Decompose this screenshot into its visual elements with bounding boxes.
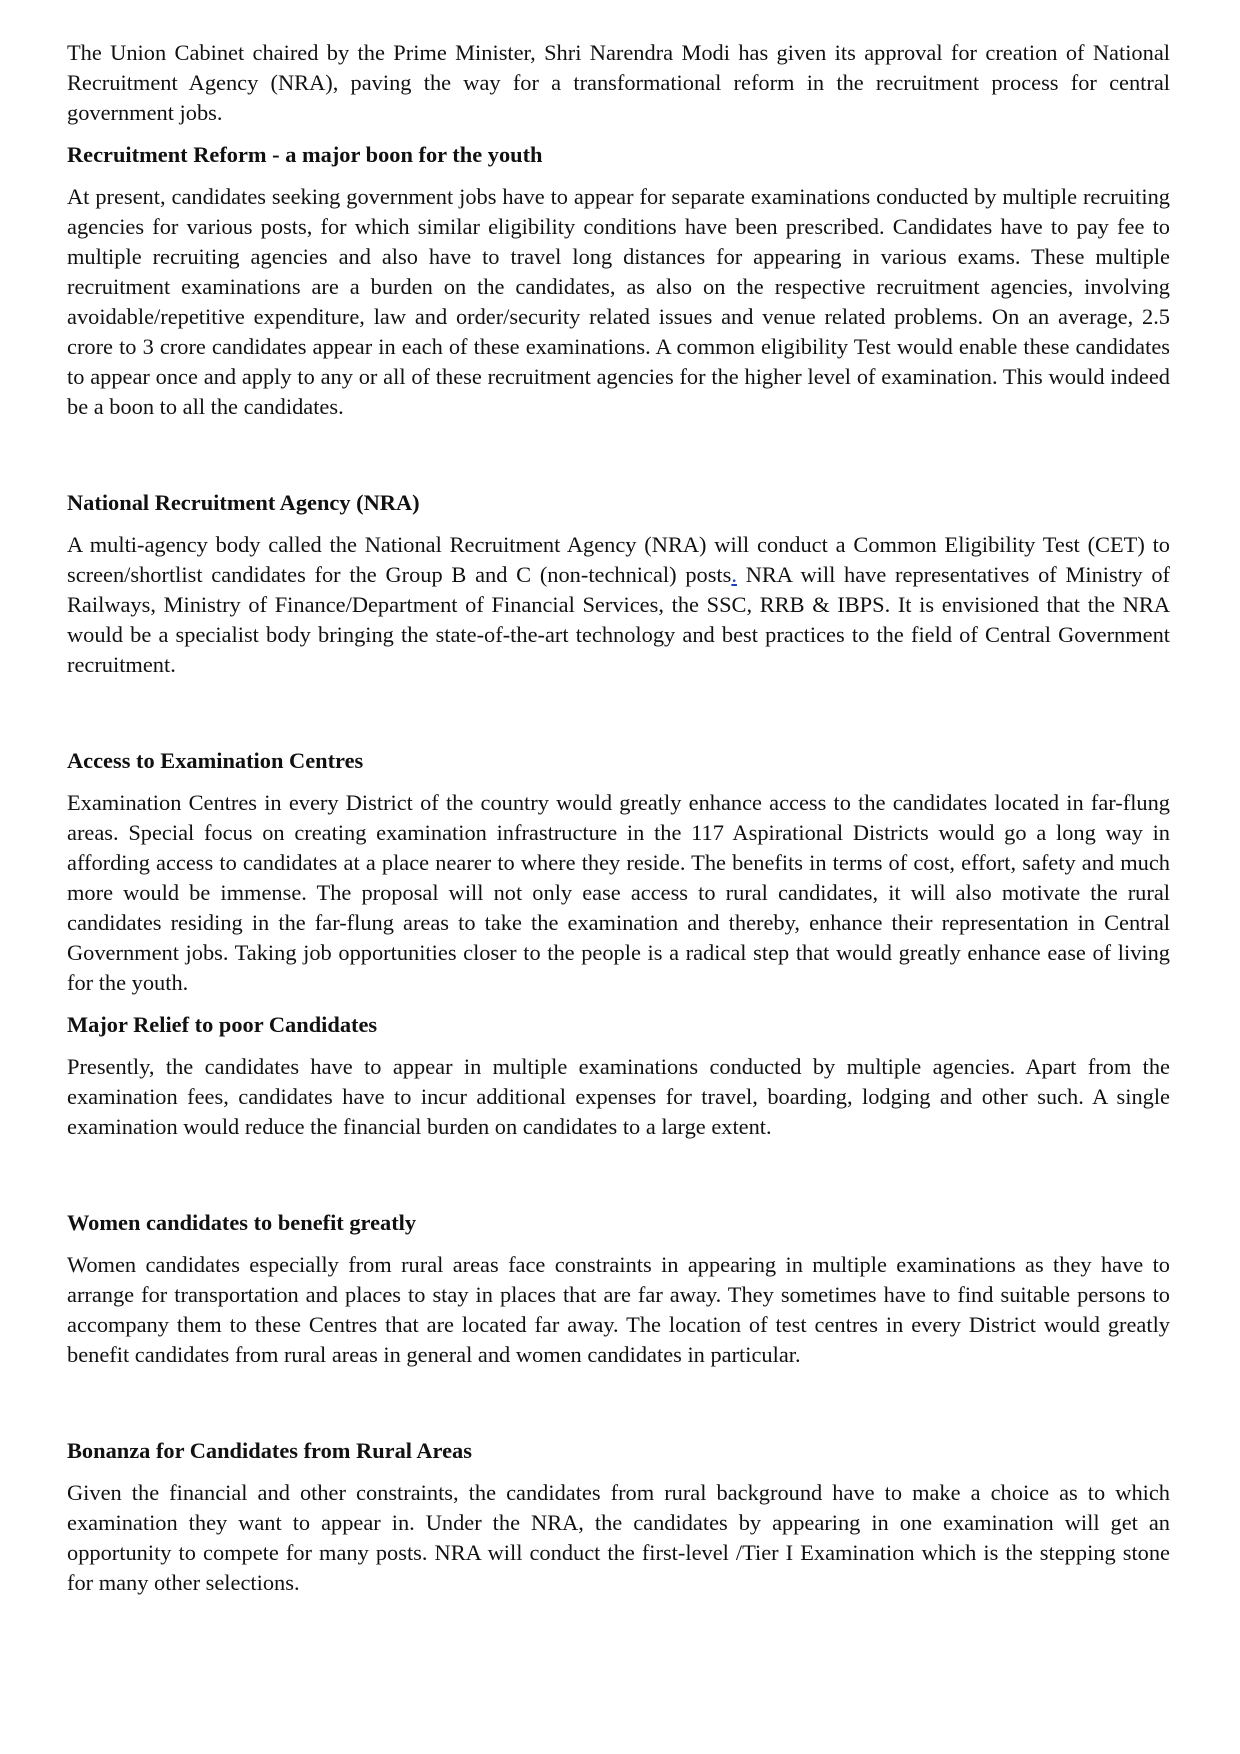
paragraph-access-centres: Examination Centres in every District of the country would greatly enhance access to the candidates located in far-flung areas. Special focus on creating examination infrastructure in the 117 Aspirational Districts would go a long way in affording access to candidates at a place nearer to where they reside. The benefits in terms of cost, effort, safety and much more would be immense. The proposal will not only ease access to rural candidates, it will also motivate the rural candidates residing in the far-flung areas to take the examination and thereby, enhance their representation in Central Government jobs. Taking job opportunities closer to the people is a radical step that would greatly enhance ease of living for the youth. <box>67 790 1170 995</box>
paragraph-women-candidates: Women candidates especially from rural areas face constraints in appearing in multiple examinations as they have to arrange for transportation and places to stay in places that are far away. They sometimes have to find suitable persons to accompany them to these Centres that are located far away. The location of test centres in every District would greatly benefit candidates from rural areas in general and women candidates in particular. <box>67 1252 1170 1367</box>
paragraph-recruitment-reform: At present, candidates seeking government jobs have to appear for separate examinations conducted by multiple recruiting agencies for various posts, for which similar eligibility conditions have been prescribed. Candidates have to pay fee to multiple recruiting agencies and also have to travel long distances for appearing in various exams. These multiple recruitment examinations are a burden on the candidates, as also on the respective recruitment agencies, involving avoidable/repetitive expenditure, law and order/security related issues and venue related problems. On an average, 2.5 crore to 3 crore candidates appear in each of these examinations. A common eligibility Test would enable these candidates to appear once and apply to any or all of these recruitment agencies for the higher level of examination. This would indeed be a boon to all the candidates. <box>67 184 1170 419</box>
heading-bonanza-rural: Bonanza for Candidates from Rural Areas <box>67 1438 472 1463</box>
paragraph-nra-part1: A multi-agency body called the National Recruitment Agency (NRA) will conduct a Common Eligibility Test (CET) to screen/shortlist candidates for the Group B and C (non-technical) posts <box>67 532 1170 587</box>
paragraph-nra-link[interactable]: . <box>731 562 737 587</box>
heading-major-relief: Major Relief to poor Candidates <box>67 1012 378 1037</box>
document-page <box>67 38 1170 1598</box>
heading-women-candidates: Women candidates to benefit greatly <box>67 1210 417 1235</box>
heading-recruitment-reform: Recruitment Reform - a major boon for the youth <box>67 142 543 167</box>
intro-paragraph: The Union Cabinet chaired by the Prime Minister, Shri Narendra Modi has given its approval for creation of National Recruitment Agency (NRA), paving the way for a transformational reform in the recruitment process for central government jobs. <box>67 40 1170 125</box>
paragraph-nra <box>67 530 1170 680</box>
paragraph-nra-part2: NRA will have representatives of Ministry of Railways, Ministry of Finance/Department of Financial Services, the SSC, RRB & IBPS. It is envisioned that the NRA would be a specialist body bringing the state-of-the-art technology and best practices to the field of Central Government recruitment. <box>67 562 1170 677</box>
paragraph-bonanza-rural: Given the financial and other constraints, the candidates from rural background have to make a choice as to which examination they want to appear in. Under the NRA, the candidates by appearing in one examination will get an opportunity to compete for many posts. NRA will conduct the first-level /Tier I Examination which is the stepping stone for many other selections. <box>67 1480 1170 1595</box>
heading-nra: National Recruitment Agency (NRA) <box>67 490 420 515</box>
paragraph-major-relief: Presently, the candidates have to appear in multiple examinations conducted by multiple agencies. Apart from the examination fees, candidates have to incur additional expenses for travel, boarding, lodging and other such. A single examination would reduce the financial burden on candidates to a large extent. <box>67 1054 1170 1139</box>
heading-access-centres: Access to Examination Centres <box>67 748 364 773</box>
